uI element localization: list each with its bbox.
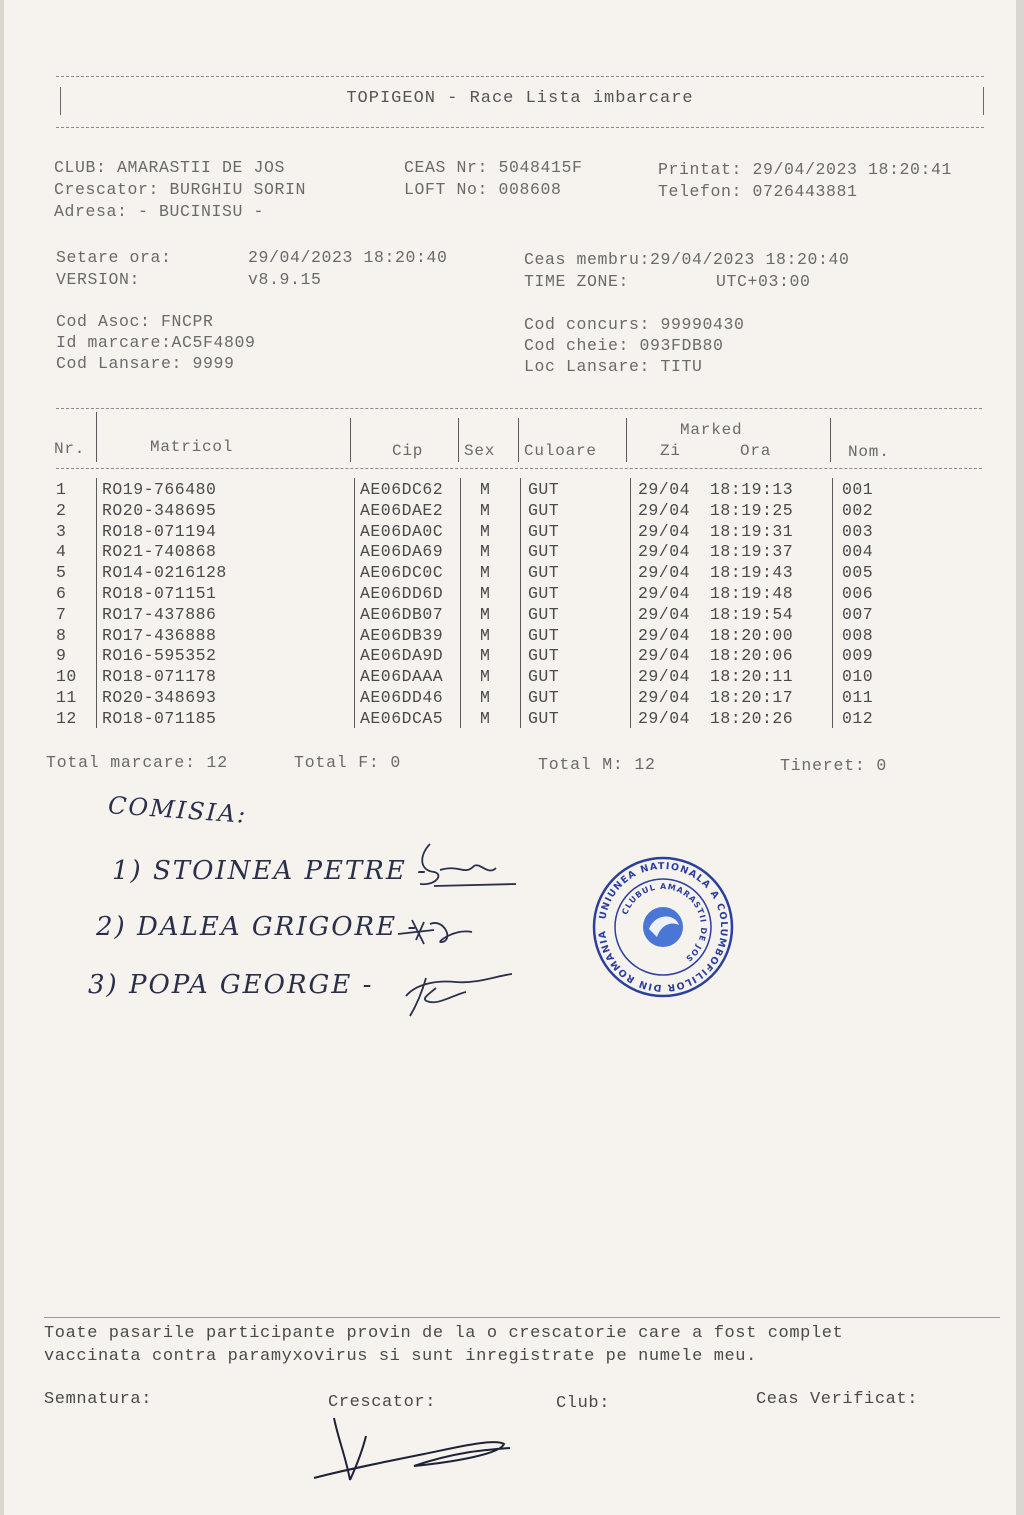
- column-divider: [460, 478, 461, 728]
- member-clock: Ceas membru:29/04/2023 18:20:40: [524, 250, 850, 269]
- time-zone-label: TIME ZONE:: [524, 272, 630, 291]
- stamp-inner-text: CLUBUL AMARASTII DE JOS: [619, 881, 708, 964]
- cell-sex: M: [480, 584, 491, 603]
- commission-member-3: 3) POPA GEORGE -: [88, 970, 374, 1000]
- time-setting-label: Setare ora:: [56, 248, 172, 267]
- cell-sex: M: [480, 542, 491, 562]
- cell-nr: 1: [56, 480, 67, 499]
- total-female: Total F: 0: [294, 753, 402, 772]
- cell-matricol: RO20-348693: [102, 688, 217, 707]
- declaration-line-1: Toate pasarile participante provin de la o crescatorie care a fost complet: [44, 1324, 844, 1343]
- cell-sex: M: [480, 646, 491, 666]
- cell-nom: 002: [842, 500, 874, 520]
- column-divider: [832, 478, 833, 728]
- column-divider: [458, 418, 459, 462]
- cell-cip: AE06DB39: [360, 625, 444, 645]
- cell-cip: AE06DA9D: [360, 646, 444, 666]
- cell-ora: 18:20:11: [710, 667, 794, 687]
- club-name: CLUB: AMARASTII DE JOS: [54, 158, 286, 177]
- cell-ora: 18:19:54: [710, 604, 794, 624]
- cell-nr: 10: [56, 667, 77, 687]
- cell-nr: 11: [56, 688, 77, 707]
- footer-rule: [44, 1317, 1000, 1318]
- cell-zi: 29/04: [638, 625, 691, 645]
- column-divider: [520, 478, 521, 728]
- contest-code: Cod concurs: 99990430: [524, 315, 745, 334]
- table-top-rule: [56, 408, 982, 409]
- cell-zi: 29/04: [638, 604, 691, 624]
- cell-zi: 29/04: [638, 584, 691, 603]
- cell-nr: 6: [56, 584, 67, 603]
- cell-zi: 29/04: [638, 667, 691, 687]
- time-setting-value: 29/04/2023 18:20:40: [248, 248, 448, 267]
- cell-matricol: RO17-436888: [102, 625, 217, 645]
- cell-ora: 18:20:00: [710, 625, 794, 645]
- club-label: Club:: [556, 1394, 611, 1413]
- cell-nom: 009: [842, 646, 874, 666]
- version-value: v8.9.15: [248, 270, 322, 289]
- column-divider: [830, 418, 831, 462]
- cell-nr: 3: [56, 521, 67, 541]
- cell-nom: 008: [842, 625, 874, 645]
- header-cip: Cip: [392, 442, 424, 460]
- signature-3: [396, 966, 516, 1018]
- stamp-outer-text: UNIUNEA NATIONALA A COLUMBOFILILOR DIN ROMANIA: [596, 860, 729, 994]
- cell-cip: AE06DD46: [360, 688, 444, 707]
- column-divider: [96, 412, 97, 462]
- cell-ora: 18:20:26: [710, 708, 794, 728]
- launch-location: Loc Lansare: TITU: [524, 357, 703, 376]
- marking-id: Id marcare:AC5F4809: [56, 333, 256, 352]
- time-zone-value: UTC+03:00: [716, 272, 811, 291]
- cell-sex: M: [480, 480, 491, 499]
- cell-ora: 18:19:31: [710, 521, 794, 541]
- cell-culoare: GUT: [528, 688, 560, 707]
- commission-title: COMISIA:: [107, 791, 249, 829]
- cell-zi: 29/04: [638, 563, 691, 583]
- commission-member-1: 1) STOINEA PETRE -: [112, 856, 428, 886]
- cell-culoare: GUT: [528, 708, 560, 728]
- header-ora: Ora: [740, 442, 772, 460]
- cell-nom: 001: [842, 480, 874, 499]
- cell-zi: 29/04: [638, 688, 691, 707]
- cell-sex: M: [480, 563, 491, 583]
- cell-nr: 5: [56, 563, 67, 583]
- cell-ora: 18:20:17: [710, 688, 794, 707]
- cell-matricol: RO14-0216128: [102, 563, 227, 583]
- cell-ora: 18:20:06: [710, 646, 794, 666]
- cell-matricol: RO18-071185: [102, 708, 217, 728]
- cell-matricol: RO18-071151: [102, 584, 217, 603]
- cell-ora: 18:19:48: [710, 584, 794, 603]
- cell-ora: 18:19:13: [710, 480, 794, 499]
- cell-sex: M: [480, 667, 491, 687]
- print-time: Printat: 29/04/2023 18:20:41: [658, 160, 953, 179]
- cell-matricol: RO21-740868: [102, 542, 217, 562]
- header-marked: Marked: [680, 421, 743, 439]
- signature-2: [394, 910, 494, 950]
- column-divider: [96, 478, 97, 728]
- cell-zi: 29/04: [638, 542, 691, 562]
- breeder-name: Crescator: BURGHIU SORIN: [54, 180, 307, 199]
- breeder-signature: [304, 1408, 524, 1488]
- cell-sex: M: [480, 500, 491, 520]
- cell-nom: 005: [842, 563, 874, 583]
- cell-culoare: GUT: [528, 500, 560, 520]
- cell-cip: AE06DAAA: [360, 667, 444, 687]
- cell-zi: 29/04: [638, 646, 691, 666]
- cell-matricol: RO18-071194: [102, 521, 217, 541]
- cell-nom: 012: [842, 708, 874, 728]
- cell-nom: 010: [842, 667, 874, 687]
- total-marked: Total marcare: 12: [46, 753, 228, 772]
- total-young: Tineret: 0: [780, 756, 888, 775]
- column-divider: [630, 478, 631, 728]
- cell-cip: AE06DD6D: [360, 584, 444, 603]
- clock-verified-label: Ceas Verificat:: [756, 1390, 919, 1409]
- page-title: TOPIGEON - Race Lista imbarcare: [346, 89, 694, 108]
- cell-ora: 18:19:37: [710, 542, 794, 562]
- column-divider: [350, 418, 351, 462]
- cell-culoare: GUT: [528, 542, 560, 562]
- cell-cip: AE06DB07: [360, 604, 444, 624]
- cell-culoare: GUT: [528, 480, 560, 499]
- column-divider: [626, 418, 627, 462]
- cell-nr: 8: [56, 625, 67, 645]
- cell-sex: M: [480, 521, 491, 541]
- document-page: [4, 0, 1016, 1515]
- signature-label: Semnatura:: [44, 1390, 153, 1409]
- column-divider: [354, 478, 355, 728]
- cell-matricol: RO18-071178: [102, 667, 217, 687]
- phone-number: Telefon: 0726443881: [658, 182, 858, 201]
- version-label: VERSION:: [56, 270, 141, 289]
- cell-cip: AE06DA0C: [360, 521, 444, 541]
- cell-sex: M: [480, 688, 491, 707]
- header-sex: Sex: [464, 442, 496, 460]
- key-code: Cod cheie: 093FDB80: [524, 336, 724, 355]
- declaration-line-2: vaccinata contra paramyxovirus si sunt inregistrate pe numele meu.: [44, 1347, 757, 1366]
- total-male: Total M: 12: [538, 755, 656, 774]
- header-culoare: Culoare: [524, 442, 597, 460]
- cell-matricol: RO19-766480: [102, 480, 217, 499]
- cell-sex: M: [480, 708, 491, 728]
- table-header-rule: [56, 468, 982, 469]
- cell-culoare: GUT: [528, 667, 560, 687]
- cell-culoare: GUT: [528, 584, 560, 603]
- column-divider: [518, 418, 519, 462]
- cell-cip: AE06DC0C: [360, 563, 444, 583]
- cell-culoare: GUT: [528, 625, 560, 645]
- cell-zi: 29/04: [638, 480, 691, 499]
- cell-matricol: RO20-348695: [102, 500, 217, 520]
- cell-nr: 7: [56, 604, 67, 624]
- club-stamp: [552, 836, 729, 994]
- cell-nom: 006: [842, 584, 874, 603]
- cell-cip: AE06DAE2: [360, 500, 444, 520]
- cell-cip: AE06DCA5: [360, 708, 444, 728]
- clock-number: CEAS Nr: 5048415F: [404, 158, 583, 177]
- header-nom: Nom.: [848, 443, 890, 461]
- cell-nom: 003: [842, 521, 874, 541]
- header-nr: Nr.: [54, 440, 86, 458]
- title-box: [56, 76, 984, 128]
- commission-member-2: 2) DALEA GRIGORE -: [96, 912, 419, 942]
- header-matricol: Matricol: [150, 438, 234, 456]
- cell-culoare: GUT: [528, 604, 560, 624]
- cell-nom: 011: [842, 688, 874, 707]
- breeder-label: Crescator:: [328, 1393, 437, 1412]
- signature-1: [400, 836, 520, 896]
- cell-sex: M: [480, 625, 491, 645]
- address: Adresa: - BUCINISU -: [54, 202, 265, 221]
- cell-matricol: RO17-437886: [102, 604, 217, 624]
- cell-sex: M: [480, 604, 491, 624]
- cell-zi: 29/04: [638, 708, 691, 728]
- header-zi: Zi: [660, 442, 681, 460]
- cell-nr: 4: [56, 542, 67, 562]
- cell-culoare: GUT: [528, 521, 560, 541]
- cell-nom: 007: [842, 604, 874, 624]
- cell-ora: 18:19:25: [710, 500, 794, 520]
- cell-culoare: GUT: [528, 563, 560, 583]
- cell-matricol: RO16-595352: [102, 646, 217, 666]
- cell-cip: AE06DC62: [360, 480, 444, 499]
- cell-nr: 12: [56, 708, 77, 728]
- cell-zi: 29/04: [638, 521, 691, 541]
- cell-culoare: GUT: [528, 646, 560, 666]
- cell-nr: 2: [56, 500, 67, 520]
- association-code: Cod Asoc: FNCPR: [56, 312, 214, 331]
- cell-ora: 18:19:43: [710, 563, 794, 583]
- cell-nr: 9: [56, 646, 67, 666]
- cell-cip: AE06DA69: [360, 542, 444, 562]
- loft-number: LOFT No: 008608: [404, 180, 562, 199]
- launch-code: Cod Lansare: 9999: [56, 354, 235, 373]
- cell-nom: 004: [842, 542, 874, 562]
- cell-zi: 29/04: [638, 500, 691, 520]
